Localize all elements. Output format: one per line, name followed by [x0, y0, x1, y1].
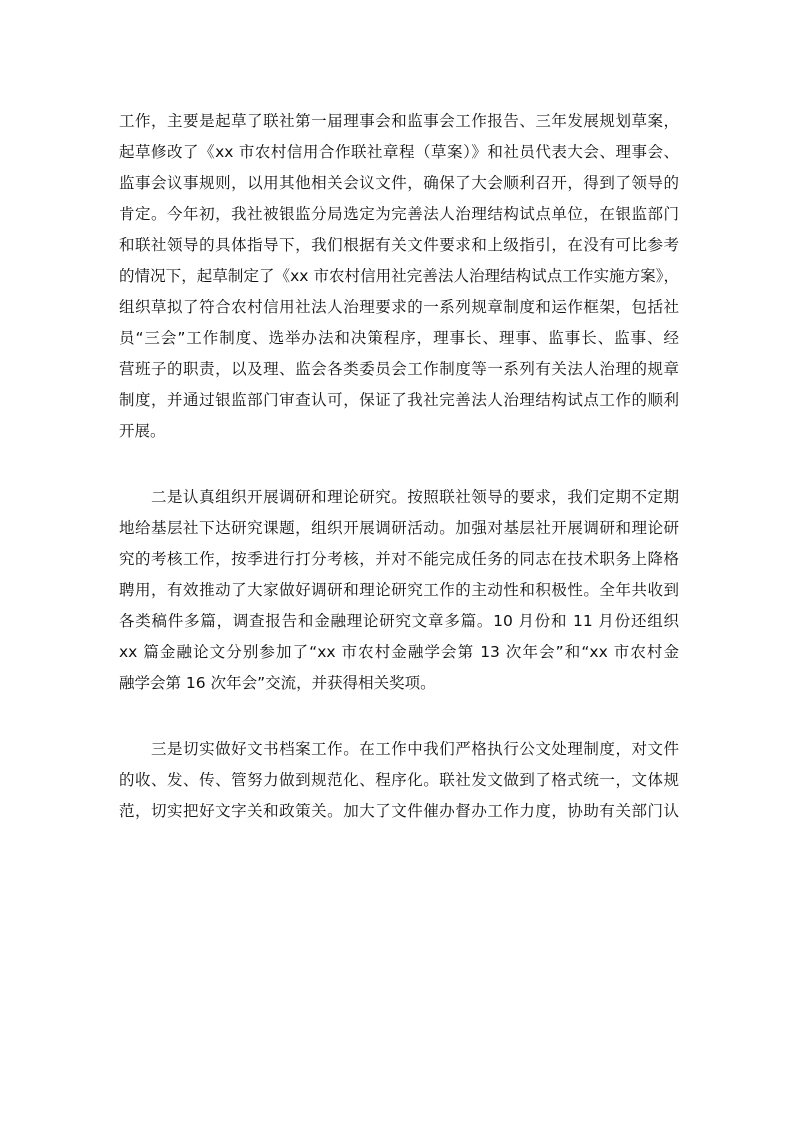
paragraph-spacer: [119, 447, 679, 482]
document-body: [119, 106, 679, 827]
text-line: 监事会议事规则，以用其他相关会议文件，确保了大会顺利召开，得到了领导的: [119, 174, 679, 192]
text-line: 三是切实做好文书档案工作。在工作中我们严格执行公文处理制度，对文件: [119, 740, 679, 758]
text-line: 制度，并通过银监部门审查认可，保证了我社完善法人治理结构试点工作的顺利: [119, 391, 679, 409]
text-line: 各类稿件多篇，调查报告和金融理论研究文章多篇。10 月份和 11 月份还组织: [119, 612, 679, 630]
text-line: 工作，主要是起草了联社第一届理事会和监事会工作报告、三年发展规划草案，: [119, 112, 679, 130]
text-line: 开展。: [119, 422, 166, 440]
paragraph-1: [119, 106, 679, 447]
text-line: 组织草拟了符合农村信用社法人治理要求的一系列规章制度和运作框架，包括社: [119, 298, 679, 316]
paragraph-2: [119, 482, 679, 699]
text-line: 和联社领导的具体指导下，我们根据有关文件要求和上级指引，在没有可比参考: [119, 236, 679, 254]
text-line: 范，切实把好文字关和政策关。加大了文件催办督办工作力度，协助有关部门认: [119, 802, 679, 820]
text-line: xx 篇金融论文分别参加了“xx 市农村金融学会第 13 次年会”和“xx 市农村金: [119, 643, 679, 661]
paragraph-3: [119, 734, 679, 827]
text-line: 营班子的职责，以及理、监会各类委员会工作制度等一系列有关法人治理的规章: [119, 360, 679, 378]
text-line: 聘用，有效推动了大家做好调研和理论研究工作的主动性和积极性。全年共收到: [119, 581, 679, 599]
text-line: 地给基层社下达研究课题，组织开展调研活动。加强对基层社开展调研和理论研: [119, 519, 679, 537]
text-line: 起草修改了《xx 市农村信用合作联社章程（草案）》和社员代表大会、理事会、: [119, 143, 679, 161]
text-line: 员“三会”工作制度、选举办法和决策程序，理事长、理事、监事长、监事、经: [119, 329, 679, 347]
paragraph-spacer: [119, 699, 679, 734]
text-line: 的情况下，起草制定了《xx 市农村信用社完善法人治理结构试点工作实施方案》，: [119, 267, 679, 285]
text-line: 的收、发、传、管努力做到规范化、程序化。联社发文做到了格式统一，文体规: [119, 771, 679, 789]
text-line: 究的考核工作，按季进行打分考核，并对不能完成任务的同志在技术职务上降格: [119, 550, 679, 568]
text-line: 融学会第 16 次年会”交流，并获得相关奖项。: [119, 674, 436, 692]
text-line: 二是认真组织开展调研和理论研究。按照联社领导的要求，我们定期不定期: [119, 488, 679, 506]
text-line: 肯定。今年初，我社被银监分局选定为完善法人治理结构试点单位，在银监部门: [119, 205, 679, 223]
